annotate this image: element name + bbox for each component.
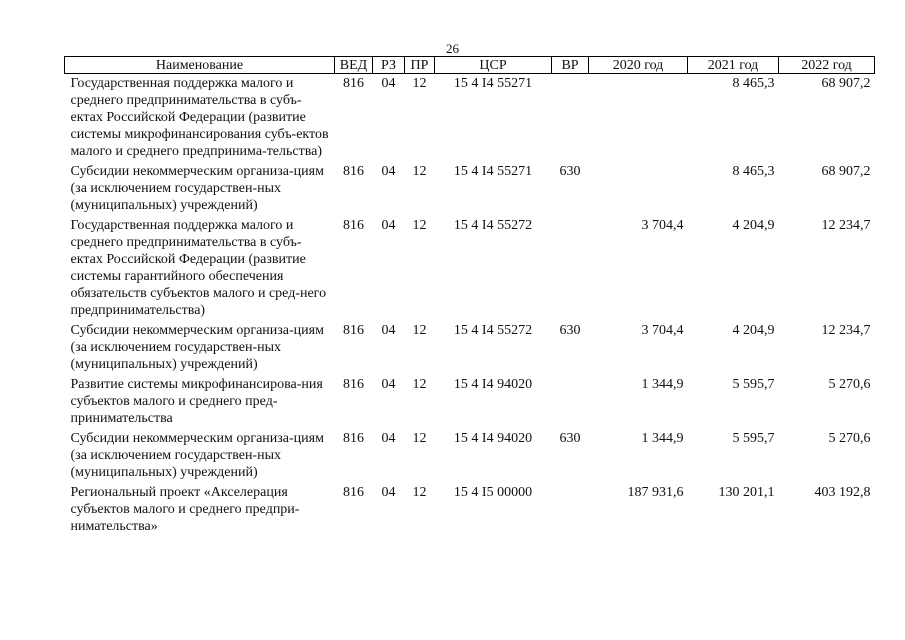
row-vr: 630 — [559, 431, 581, 446]
row-2021: 8 465,3 — [732, 164, 775, 179]
row-vr: 630 — [559, 323, 581, 338]
header-2020: 2020 год — [589, 57, 688, 74]
row-ved: 816 — [343, 76, 364, 91]
row-vr — [552, 481, 589, 535]
row-name: Региональный проект «Акселерация субъектов малого и среднего предпри-нимательства» — [70, 485, 300, 534]
table-row — [65, 160, 875, 214]
table-row — [65, 319, 875, 373]
row-rz: 04 — [381, 431, 396, 446]
row-2022: 403 192,8 — [814, 485, 871, 500]
table-row — [65, 373, 875, 427]
header-csr: ЦСР — [435, 57, 552, 74]
row-2020: 3 704,4 — [641, 323, 684, 338]
row-2021: 4 204,9 — [732, 218, 775, 233]
row-pr: 12 — [412, 323, 427, 338]
row-rz: 04 — [381, 76, 396, 91]
row-name: Субсидии некоммерческим организа-циям (за исключением государствен-ных (муниципальных) учреждений) — [70, 323, 324, 372]
row-2020: 1 344,9 — [641, 377, 684, 392]
row-2021: 5 595,7 — [732, 431, 775, 446]
row-name: Субсидии некоммерческим организа-циям (за исключением государствен-ных (муниципальных) учреждений) — [70, 164, 324, 213]
row-2021: 5 595,7 — [732, 377, 775, 392]
header-rz: РЗ — [373, 57, 405, 74]
row-name: Государственная поддержка малого и среднего предпринимательства в субъ-ектах Российской Федерации (развитие системы гарантийного обеспечения обязательств субъектов малого и сред-него предпринимательства) — [70, 218, 327, 318]
row-ved: 816 — [343, 323, 364, 338]
row-rz: 04 — [381, 218, 396, 233]
row-vr — [552, 74, 589, 161]
table-row — [65, 74, 875, 161]
row-2022: 68 907,2 — [821, 76, 871, 91]
row-name: Развитие системы микрофинансирова-ния субъектов малого и среднего пред-принимательства — [70, 377, 323, 426]
row-name: Государственная поддержка малого и среднего предпринимательства в субъ-ектах Российской Федерации (развитие системы микрофинансирования субъ-ектов малого и среднего предпринима-тельства) — [70, 76, 329, 159]
table-row — [65, 214, 875, 319]
page-number: 26 — [446, 41, 459, 56]
row-csr: 15 4 I4 55271 — [453, 164, 533, 179]
row-csr: 15 4 I5 00000 — [453, 485, 533, 500]
row-ved: 816 — [343, 164, 364, 179]
row-ved: 816 — [343, 431, 364, 446]
row-pr: 12 — [412, 164, 427, 179]
row-csr: 15 4 I4 94020 — [453, 377, 533, 392]
row-pr: 12 — [412, 76, 427, 91]
row-csr: 15 4 I4 55271 — [453, 76, 533, 91]
header-pr: ПР — [405, 57, 435, 74]
row-2020: 1 344,9 — [641, 431, 684, 446]
row-csr: 15 4 I4 55272 — [453, 323, 533, 338]
row-ved: 816 — [343, 485, 364, 500]
row-ved: 816 — [343, 218, 364, 233]
row-vr: 630 — [559, 164, 581, 179]
row-name: Субсидии некоммерческим организа-циям (за исключением государствен-ных (муниципальных) учреждений) — [70, 431, 324, 480]
header-name: Наименование — [65, 57, 335, 74]
row-rz: 04 — [381, 164, 396, 179]
row-pr: 12 — [412, 377, 427, 392]
row-rz: 04 — [381, 377, 396, 392]
row-2020 — [589, 160, 688, 214]
budget-table — [64, 56, 875, 535]
row-vr — [552, 373, 589, 427]
row-2022: 5 270,6 — [828, 431, 871, 446]
row-pr: 12 — [412, 218, 427, 233]
row-2021: 130 201,1 — [718, 485, 775, 500]
row-csr: 15 4 I4 55272 — [453, 218, 533, 233]
row-2020: 187 931,6 — [627, 485, 684, 500]
header-2021: 2021 год — [688, 57, 779, 74]
row-pr: 12 — [412, 431, 427, 446]
row-2022: 12 234,7 — [821, 323, 871, 338]
row-2022: 5 270,6 — [828, 377, 871, 392]
header-2022: 2022 год — [779, 57, 875, 74]
row-rz: 04 — [381, 485, 396, 500]
row-rz: 04 — [381, 323, 396, 338]
row-vr — [552, 214, 589, 319]
row-2021: 4 204,9 — [732, 323, 775, 338]
row-2021: 8 465,3 — [732, 76, 775, 91]
table-row — [65, 481, 875, 535]
header-ved: ВЕД — [335, 57, 373, 74]
row-csr: 15 4 I4 94020 — [453, 431, 533, 446]
row-2020 — [589, 74, 688, 161]
row-2020: 3 704,4 — [641, 218, 684, 233]
row-2022: 68 907,2 — [821, 164, 871, 179]
row-ved: 816 — [343, 377, 364, 392]
table-row — [65, 427, 875, 481]
header-vr: ВР — [552, 57, 589, 74]
row-2022: 12 234,7 — [821, 218, 871, 233]
table-header-row — [65, 57, 875, 74]
row-pr: 12 — [412, 485, 427, 500]
